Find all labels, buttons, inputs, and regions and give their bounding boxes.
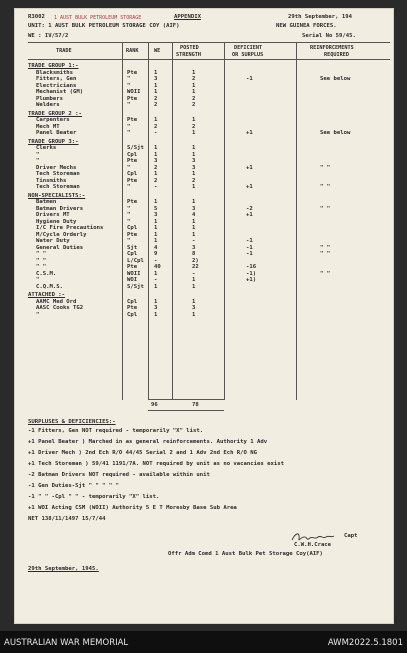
cell-rank: " [127, 184, 131, 190]
cell-def: -1 [246, 238, 253, 244]
cell-we: - [154, 130, 158, 136]
cell-trade: " " [36, 257, 47, 264]
ref-prefix: R3002 [28, 14, 45, 20]
cell-we: 1 [154, 82, 158, 89]
surplus-line: +1 Tech Storeman ) 59/41 1191/7A. NOT required by unit as no vacancies exist [28, 461, 284, 467]
cell-def: -1) [246, 270, 257, 277]
col-strength: STRENGTH [176, 52, 201, 58]
cell-we: 1 [154, 151, 158, 158]
col-reinforcements: REINFORCEMENTS [310, 45, 354, 51]
cell-posted: 3 [192, 205, 196, 212]
col-required: REQUIRED [324, 52, 349, 58]
cell-rank: Pte [127, 95, 138, 102]
cell-def: +1 [246, 130, 253, 136]
cell-posted: 1 [192, 130, 196, 136]
cell-posted: - [192, 270, 196, 277]
cell-we: - [154, 257, 158, 264]
cell-trade: Batman Drivers [36, 205, 84, 212]
cell-posted: 3 [192, 158, 196, 164]
cell-we: 3 [154, 305, 158, 311]
area-line: NEW GUINEA FORCES. [276, 23, 337, 29]
totals-rule-bottom [148, 410, 224, 411]
surplus-line: -1 Fitters, Gen NOT required - temporarily "X" list. [28, 428, 204, 434]
cell-trade: M/Cycle Orderly [36, 231, 87, 238]
group-title: NON-SPECIALISTS:- [28, 192, 86, 199]
cell-trade: " [36, 151, 40, 158]
cell-rank: S/Sjt [127, 145, 144, 151]
cell-trade: Carpenters [36, 117, 70, 123]
cell-we: 1 [154, 69, 158, 76]
header-rule-bottom [28, 59, 390, 60]
cell-posted: 2) [192, 257, 199, 264]
cell-def: -2 [246, 205, 253, 212]
cell-we: 2 [154, 164, 158, 171]
surpluses-title: SURPLUSES & DEFICIENCIES:- [28, 419, 116, 425]
cell-trade: Tinsmiths [36, 177, 67, 184]
cell-rank: Pte [127, 117, 138, 123]
cell-we: 1 [154, 117, 158, 123]
cell-posted: 1 [192, 184, 196, 190]
cell-we: 1 [154, 231, 158, 238]
cell-rein: " " [320, 270, 331, 277]
cell-we: 5 [154, 205, 158, 212]
cell-posted: 1 [192, 311, 196, 318]
col-rank: RANK [126, 48, 139, 54]
cell-rank: L/Cpl [127, 257, 144, 264]
cell-rank: Cpl [127, 151, 138, 158]
date-top: 29th September, 194 [288, 14, 352, 20]
surplus-line: +1 Driver Mech ) 2nd Ech R/O 44/45 Serial 2 and 1 Adv 2nd Ech R/O NG [28, 450, 258, 456]
cell-trade: General Duties [36, 244, 84, 251]
cell-trade: AASC Cooks TG2 [36, 305, 84, 311]
cell-we: 2 [154, 95, 158, 102]
cell-trade: C.Q.M.S. [36, 283, 63, 290]
cell-trade: Hygiene Duty [36, 218, 77, 225]
col-trade: TRADE [56, 48, 72, 54]
cell-rank: WOI [127, 277, 138, 283]
cell-rank: Cpl [127, 171, 138, 177]
total-posted: 78 [192, 402, 199, 408]
cell-posted: 1 [192, 218, 196, 225]
cell-trade: " [36, 277, 40, 283]
cell-rank: S/Sjt [127, 283, 144, 290]
col-or-surplus: OR SURPLUS [232, 52, 264, 58]
cell-rank: Pte [127, 305, 138, 311]
cell-trade: I/C Fire Precautions [36, 225, 104, 231]
total-we: 96 [151, 402, 158, 408]
footer-accession-number: AWM2022.5.1801 [327, 638, 403, 648]
surplus-line: -1 " " -Cpl " " - temporarily "X" list. [28, 494, 160, 500]
cell-we: 3 [154, 76, 158, 82]
cell-trade: Tech Storeman [36, 171, 80, 177]
cell-posted: 2 [192, 123, 196, 130]
surplus-line: +1 Panel Beater ) Marched in as general reinforcements. Authority 1 Adv [28, 439, 268, 445]
cell-rank: Pte [127, 264, 138, 270]
cell-rank: " [127, 76, 131, 82]
unit-stamp: 1 AUST BULK PETROLEUM STORAGE [54, 15, 142, 21]
cell-trade: C.S.M. [36, 270, 57, 277]
cell-posted: 2 [192, 95, 196, 102]
totals-rule-top [148, 399, 224, 400]
cell-rein: " " [320, 205, 331, 212]
cell-rank: Pte [127, 158, 138, 164]
cell-posted: 1 [192, 171, 196, 177]
cell-posted: 1 [192, 151, 196, 158]
group-title: TRADE GROUP 3:- [28, 138, 79, 145]
group-title: TRADE GROUP 1:- [28, 63, 79, 69]
cell-posted: 1 [192, 225, 196, 231]
surplus-line: +1 WOI Acting CSM (WOII) Authority 5 E T Moresby Base Sub Area [28, 505, 237, 511]
cell-posted: 1 [192, 145, 196, 151]
surplus-line: -2 Batman Drivers NOT required - available within unit [28, 472, 210, 478]
cell-we: - [154, 184, 158, 190]
cell-rank: Cpl [127, 311, 138, 318]
cell-rank: " [127, 212, 131, 218]
cell-trade: Clerks [36, 145, 57, 151]
cell-rank: Pte [127, 177, 138, 184]
cell-posted: 22 [192, 264, 199, 270]
surplus-line: -1 Gen Duties-Sjt " " " " " [28, 483, 119, 489]
cell-we: 2 [154, 102, 158, 108]
cell-def: -1 [246, 76, 253, 82]
cell-we: 1 [154, 171, 158, 177]
cell-we: 1 [154, 225, 158, 231]
footer-institution: AUSTRALIAN WAR MEMORIAL [4, 638, 129, 648]
col-posted: POSTED [180, 45, 199, 51]
cell-we: 3 [154, 158, 158, 164]
group-title: ATTACHED :- [28, 292, 66, 298]
cell-trade: Drivers MT [36, 212, 70, 218]
cell-rein: " " [320, 251, 331, 257]
date-bottom: 29th September, 1945. [28, 566, 99, 572]
cell-trade: " [36, 158, 40, 164]
cell-trade: Tech Storeman [36, 184, 80, 190]
cell-trade: " " [36, 264, 47, 270]
signature-name: C.W.H.Crace [294, 542, 332, 548]
cell-trade: Electricians [36, 82, 77, 89]
cell-rein: " " [320, 164, 331, 171]
cell-rank: WOII [127, 89, 141, 95]
cell-rein: " " [320, 244, 331, 251]
cell-we: 1 [154, 283, 158, 290]
cell-posted: 1 [192, 199, 196, 205]
header-rule-top [28, 42, 390, 43]
cell-posted: 3 [192, 164, 196, 171]
cell-trade: Water Duty [36, 238, 70, 244]
signature-rank: Capt [344, 533, 358, 539]
unit-line: UNIT: 1 AUST BULK PETROLEUM STORAGE COY (AIF) [28, 23, 180, 29]
cell-def: +1 [246, 212, 253, 218]
cell-def: -16 [246, 264, 257, 270]
cell-we: 1 [154, 89, 158, 95]
col-we: WE [154, 48, 161, 54]
cell-rein: " " [320, 184, 331, 190]
cell-posted: 1 [192, 69, 196, 76]
we-reference: WE : IV/57/2 [28, 33, 69, 39]
cell-posted: 4 [192, 212, 196, 218]
cell-rank: Pte [127, 69, 138, 76]
cell-rank: Cpl [127, 225, 138, 231]
cell-posted: 3 [192, 305, 196, 311]
cell-trade: AAMC Med Ord [36, 298, 77, 305]
cell-rank: " [127, 164, 131, 171]
cell-trade: Driver Mechs [36, 164, 77, 171]
archive-footer [0, 631, 407, 653]
cell-rank: Pte [127, 199, 138, 205]
cell-we: 4 [154, 244, 158, 251]
col-deficient: DEFICIENT [234, 45, 263, 51]
cell-posted: 1 [192, 277, 196, 283]
cell-def: +1 [246, 184, 253, 190]
cell-we: 1 [154, 218, 158, 225]
cell-posted: 1 [192, 89, 196, 95]
cell-rank: " [127, 130, 131, 136]
cell-posted: 2 [192, 177, 196, 184]
cell-posted: 1 [192, 117, 196, 123]
cell-posted: 1 [192, 82, 196, 89]
cell-def: +1) [246, 277, 257, 283]
cell-posted: - [192, 238, 196, 244]
cell-we: 1 [154, 311, 158, 318]
cell-we: 1 [154, 298, 158, 305]
appendix-label: APPENDIX [174, 14, 201, 20]
serial-number: Serial No 59/45. [302, 33, 356, 39]
cell-we: 2 [154, 123, 158, 130]
group-title: TRADE GROUP 2 :- [28, 110, 82, 117]
cell-trade: Batmen [36, 199, 57, 205]
surplus-line: NET 138/11/1497 15/7/44 [28, 516, 106, 522]
cell-we: 1 [154, 270, 158, 277]
document-page [14, 8, 394, 624]
cell-posted: 2 [192, 76, 196, 82]
col-divider-4 [224, 42, 225, 400]
cell-trade: Blacksmiths [36, 69, 74, 76]
cell-rank: Cpl [127, 298, 138, 305]
cell-trade: Mechanist (GM) [36, 89, 84, 95]
cell-trade: Plumbers [36, 95, 63, 102]
cell-trade: " [36, 311, 40, 318]
cell-rank: WOII [127, 270, 141, 277]
cell-posted: 8 [192, 251, 196, 257]
cell-posted: 2 [192, 102, 196, 108]
cell-def: -1 [246, 244, 253, 251]
cell-rein: See below [320, 130, 351, 136]
cell-posted: 3 [192, 244, 196, 251]
cell-trade: Mech MT [36, 123, 60, 130]
cell-we: - [154, 277, 158, 283]
signature-title: Offr Adm Comd 1 Aust Bulk Pet Storage Coy(AIF) [168, 551, 323, 557]
col-divider-2 [148, 42, 149, 400]
cell-posted: 1 [192, 298, 196, 305]
col-divider-1 [122, 42, 123, 400]
cell-rank: Sjt [127, 244, 138, 251]
cell-we: 1 [154, 199, 158, 205]
cell-we: 1 [154, 145, 158, 151]
cell-rank: Pte [127, 231, 138, 238]
col-divider-5 [296, 42, 297, 400]
cell-trade: Panel Beater [36, 130, 77, 136]
cell-we: 2 [154, 177, 158, 184]
col-divider-3 [172, 42, 173, 400]
cell-rank: " [127, 238, 131, 244]
cell-rein: See below [320, 76, 351, 82]
cell-we: 9 [154, 251, 158, 257]
cell-trade: Welders [36, 102, 60, 108]
cell-def: +1 [246, 164, 253, 171]
cell-trade: Fitters, Gen [36, 76, 77, 82]
cell-trade: " " [36, 251, 47, 257]
cell-rank: " [127, 123, 131, 130]
cell-rank: " [127, 205, 131, 212]
cell-rank: " [127, 82, 131, 89]
cell-we: 3 [154, 212, 158, 218]
cell-posted: 1 [192, 283, 196, 290]
cell-rank: Cpl [127, 251, 138, 257]
cell-we: 1 [154, 238, 158, 244]
cell-rank: " [127, 102, 131, 108]
cell-rank: " [127, 218, 131, 225]
cell-we: 40 [154, 264, 161, 270]
cell-posted: 1 [192, 231, 196, 238]
cell-def: -1 [246, 251, 253, 257]
